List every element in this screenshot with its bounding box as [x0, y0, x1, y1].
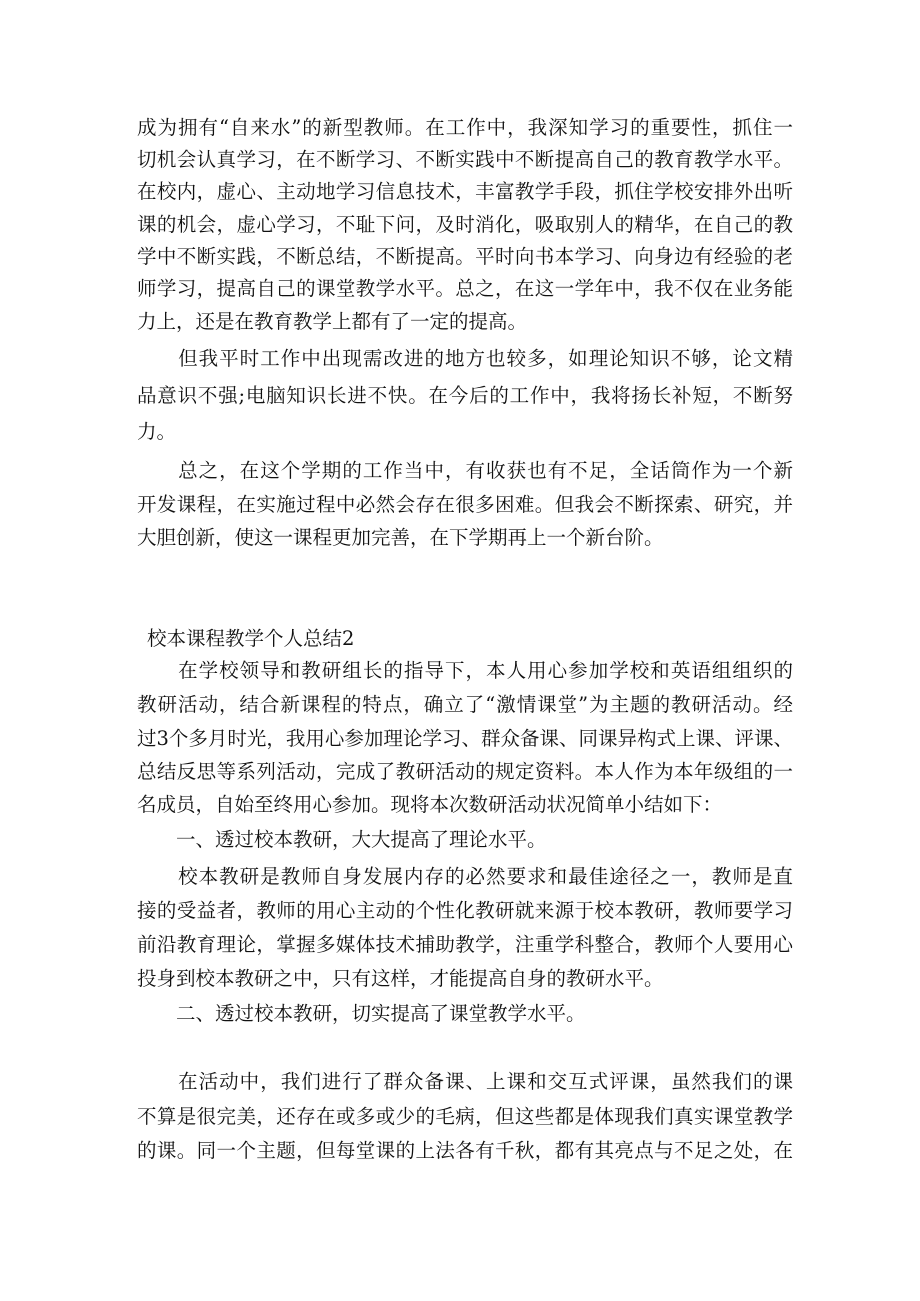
paragraph-line: 前沿教育理论，掌握多媒体技术捕助教学，注重学科整合，教师个人要用心 — [137, 933, 793, 956]
paragraph-line: 切机会认真学习，在不断学习、不断实践中不断提高自己的教育教学水平。 — [137, 148, 793, 171]
paragraph-line: 课的机会，虚心学习，不耻下问，及时消化，吸取别人的精华，在自己的教 — [137, 213, 793, 236]
paragraph-line: 不算是很完美，还存在或多或少的毛病，但这些都是体现我们真实课堂教学 — [137, 1105, 793, 1128]
paragraph-line: 在活动中，我们进行了群众备课、上课和交互式评课，虽然我们的课 — [137, 1070, 793, 1093]
paragraph-line: 成为拥有“自来水”的新型教师。在工作中，我深知学习的重要性，抓住一 — [137, 116, 793, 139]
paragraph-line: 名成员，自始至终用心参加。现将本次数研活动状况简单小结如下： — [137, 793, 723, 816]
paragraph-line: 一、透过校本教研，大大提高了理论水平。 — [137, 828, 547, 851]
paragraph-line: 过3个多月时光，我用心参加理论学习、群众备课、同课异构式上课、评课、 — [137, 727, 793, 750]
paragraph-line: 力上，还是在教育教学上都有了一定的提高。 — [137, 310, 528, 333]
paragraph-line: 接的受益者，教师的用心主动的个性化教研就来源于校本教研，教师要学习 — [137, 899, 793, 922]
section-title: 校本课程教学个人总结2 — [147, 627, 355, 650]
paragraph-line: 二、透过校本教研，切实提高了课堂教学水平。 — [137, 1002, 586, 1025]
paragraph-line: 校本教研是教师自身发展内存的必然要求和最佳途径之一，教师是直 — [137, 865, 793, 888]
paragraph-line: 在学校领导和教研组长的指导下，本人用心参加学校和英语组组织的 — [137, 659, 793, 682]
paragraph-line: 品意识不强;电脑知识长进不快。在今后的工作中，我将扬长补短，不断努 — [137, 384, 793, 407]
paragraph-line: 力。 — [137, 420, 177, 443]
paragraph-line: 开发课程，在实施过程中必然会存在很多困难。但我会不断探索、研究，并 — [137, 493, 793, 516]
paragraph-line: 大胆创新，使这一课程更加完善，在下学期再上一个新台阶。 — [137, 526, 664, 549]
paragraph-line: 总结反思等系列活动，完成了教研活动的规定资料。本人作为本年级组的一 — [137, 760, 793, 783]
paragraph-line: 学中不断实践，不断总结，不断提高。平时向书本学习、向身边有经验的老 — [137, 245, 793, 268]
paragraph-line: 投身到校本教研之中，只有这样，才能提高自身的教研水平。 — [137, 967, 664, 990]
paragraph-line: 的课。同一个主题，但每堂课的上法各有千秋，都有其亮点与不足之处，在 — [137, 1139, 793, 1162]
paragraph-line: 但我平时工作中出现需改进的地方也较多，如理论知识不够，论文精 — [137, 347, 793, 370]
paragraph-line: 在校内，虚心、主动地学习信息技术，丰富教学手段，抓住学校安排外出听 — [137, 180, 793, 203]
paragraph-line: 总之，在这个学期的工作当中，有收获也有不足，全话筒作为一个新 — [137, 459, 793, 482]
paragraph-line: 师学习，提高自己的课堂教学水平。总之，在这一学年中，我不仅在业务能 — [137, 277, 793, 300]
paragraph-line: 教研活动，结合新课程的特点，确立了“激情课堂”为主题的教研活动。经 — [137, 693, 793, 716]
